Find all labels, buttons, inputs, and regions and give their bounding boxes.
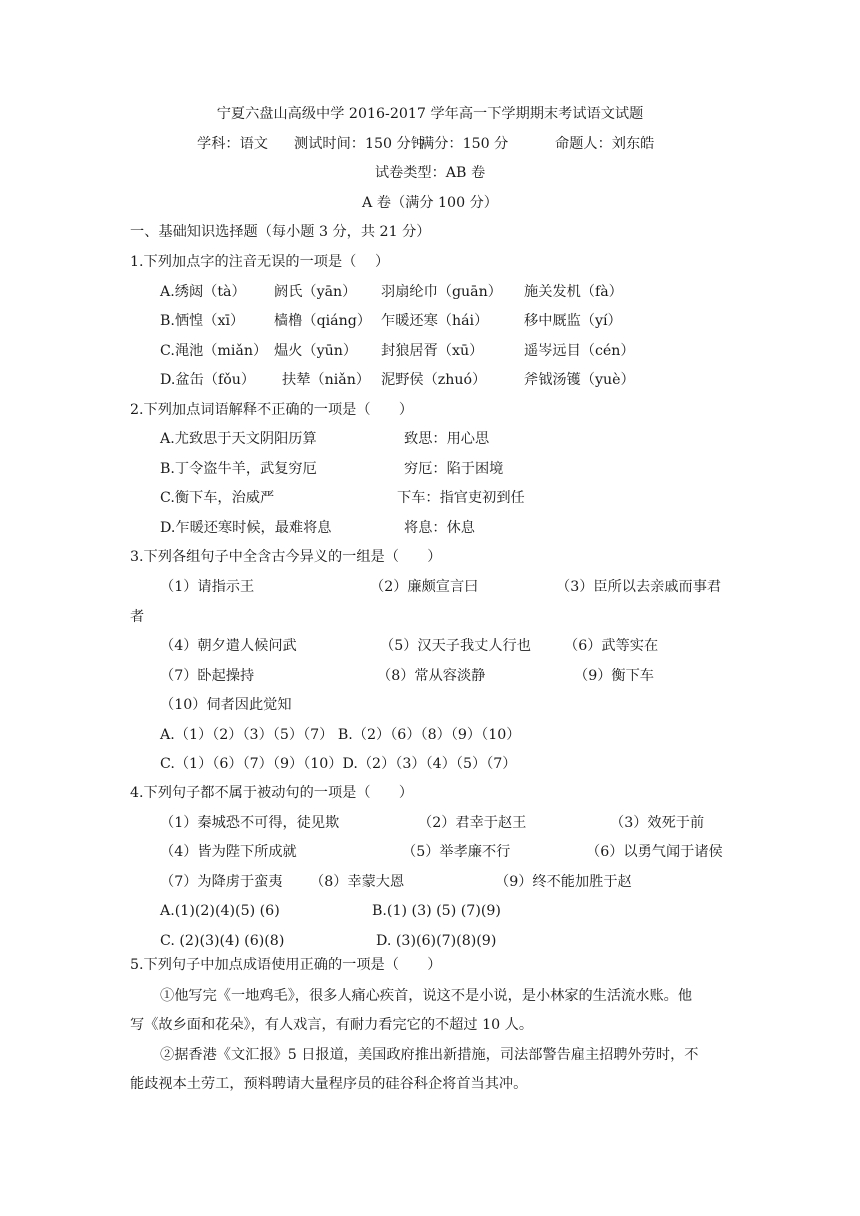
q3-sentence-5: （5）汉天子我丈人行也 [380, 638, 531, 654]
q1-option-a-1: A.绣闼（tà） [160, 284, 246, 300]
q4-option-d: D. (3)(6)(7)(8)(9) [376, 933, 497, 949]
q5-passage-1-line-1: ①他写完《一地鸡毛》，很多人痛心疾首，说这不是小说，是小林家的生活流水账。他 [160, 988, 693, 1004]
q2-option-b: B.丁令盗牛羊，武复穷厄 [160, 461, 317, 477]
q2-option-d-explanation: 将息：休息 [404, 520, 475, 536]
q1-option-b-2: 樯橹（qiáng） [274, 313, 372, 329]
q3-options-ab: A.（1）（2）（3）（5）（7） B.（2）（6）（8）（9）（10） [160, 727, 521, 743]
q2-option-b-explanation: 穷厄：陷于困境 [404, 461, 504, 477]
q4-sentence-2: （2）君幸于赵王 [418, 815, 527, 831]
q3-sentence-2: （2）廉颇宣言曰 [370, 579, 479, 595]
q4-sentence-3: （3）效死于前 [610, 815, 705, 831]
q5-passage-1-line-2: 写《故乡面和花朵》，有人戏言，有耐力看完它的不超过 10 人。 [130, 1017, 534, 1033]
q4-sentence-4: （4）皆为陛下所成就 [160, 844, 297, 860]
q3-sentence-4: （4）朝夕遣人候问武 [160, 638, 297, 654]
q1-option-a-4: 施关发机（fà） [524, 284, 623, 300]
q4-sentence-5: （5）举孝廉不行 [402, 844, 511, 860]
q3-sentence-7: （7）卧起操持 [160, 668, 255, 684]
q2-option-c: C.衡下车，治威严 [160, 490, 275, 506]
q3-sentence-1: （1）请指示王 [160, 579, 255, 595]
q4-sentence-8: （8）幸蒙大恩 [310, 874, 405, 890]
q4-sentence-9: （9）终不能加胜于赵 [495, 874, 632, 890]
q5-stem: 5.下列句子中加点成语使用正确的一项是（ ） [130, 957, 442, 973]
q2-option-a-explanation: 致思：用心思 [404, 431, 490, 447]
section-a-heading: A 卷（满分 100 分） [362, 195, 498, 211]
q1-option-c-4: 遥岑远目（cén） [524, 343, 635, 359]
q5-passage-2-line-1: ②据香港《文汇报》5 日报道，美国政府推出新措施，司法部警告雇主招聘外劳时，不 [160, 1047, 699, 1063]
q4-option-a: A.(1)(2)(4)(5) (6) [160, 903, 280, 919]
q1-option-b-1: B.恓惶（xī） [160, 313, 245, 329]
q1-option-c-3: 封狼居胥（xū） [381, 343, 484, 359]
q5-passage-2-line-2: 能歧视本土劳工，预料聘请大量程序员的硅谷科企将首当其冲。 [130, 1076, 528, 1092]
q4-sentence-1: （1）秦城恐不可得，徒见欺 [160, 815, 340, 831]
q2-stem: 2.下列加点词语解释不正确的一项是（ ） [130, 402, 414, 418]
test-time-label: 测试时间：150 分钟 [294, 136, 425, 152]
q2-option-d: D.乍暖还寒时候，最难将息 [160, 520, 332, 536]
q4-sentence-7: （7）为降虏于蛮夷 [160, 874, 283, 890]
part1-heading: 一、基础知识选择题（每小题 3 分，共 21 分） [130, 224, 431, 240]
q1-option-d-3: 泥野侯（zhuó） [381, 372, 487, 388]
q4-sentence-6: （6）以勇气闻于诸侯 [586, 844, 723, 860]
q2-option-c-explanation: 下车：指官吏初到任 [397, 490, 525, 506]
q3-sentence-6: （6）武等实在 [564, 638, 659, 654]
q3-sentence-3: （3）臣所以去亲戚而事君 [556, 579, 722, 595]
q1-option-d-2: 扶辇（niǎn） [282, 372, 371, 388]
q1-option-a-2: 阏氏（yān） [274, 284, 357, 300]
paper-type: 试卷类型：AB 卷 [374, 165, 486, 181]
q3-sentence-8: （8）常从容淡静 [377, 668, 486, 684]
q1-option-a-3: 羽扇纶巾（guān） [381, 284, 502, 300]
q1-option-b-3: 乍暖还寒（hái） [381, 313, 489, 329]
q4-option-c: C. (2)(3)(4) (6)(8) [160, 933, 285, 949]
full-score-label: 满分：150 分 [420, 136, 509, 152]
q3-options-cd: C.（1）（6）（7）（9）（10）D.（2）（3）（4）（5）（7） [160, 756, 517, 772]
q2-option-a: A.尤致思于天文阴阳历算 [160, 431, 317, 447]
q1-option-c-2: 煴火（yūn） [274, 343, 358, 359]
q1-option-d-4: 斧钺汤镬（yuè） [524, 372, 635, 388]
subject-label: 学科：语文 [197, 136, 268, 152]
q4-stem: 4.下列句子都不属于被动句的一项是（ ） [130, 785, 414, 801]
q3-sentence-9: （9）衡下车 [574, 668, 654, 684]
author-label: 命题人：刘东皓 [555, 136, 655, 152]
q3-sentence-3-wrap: 者 [130, 609, 145, 625]
q3-stem: 3.下列各组句子中全含古今异义的一组是（ ） [130, 549, 442, 565]
q1-option-d-1: D.盆缶（fǒu） [160, 372, 256, 388]
q1-stem: 1.下列加点字的注音无误的一项是（ ） [130, 254, 390, 270]
q1-option-c-1: C.渑池（miǎn） [160, 343, 268, 359]
exam-title: 宁夏六盘山高级中学 2016-2017 学年高一下学期期末考试语文试题 [216, 106, 644, 122]
q1-option-b-4: 移中厩监（yí） [524, 313, 622, 329]
q3-sentence-10: （10）伺者因此觉知 [160, 697, 292, 713]
q4-option-b: B.(1) (3) (5) (7)(9) [372, 903, 501, 919]
